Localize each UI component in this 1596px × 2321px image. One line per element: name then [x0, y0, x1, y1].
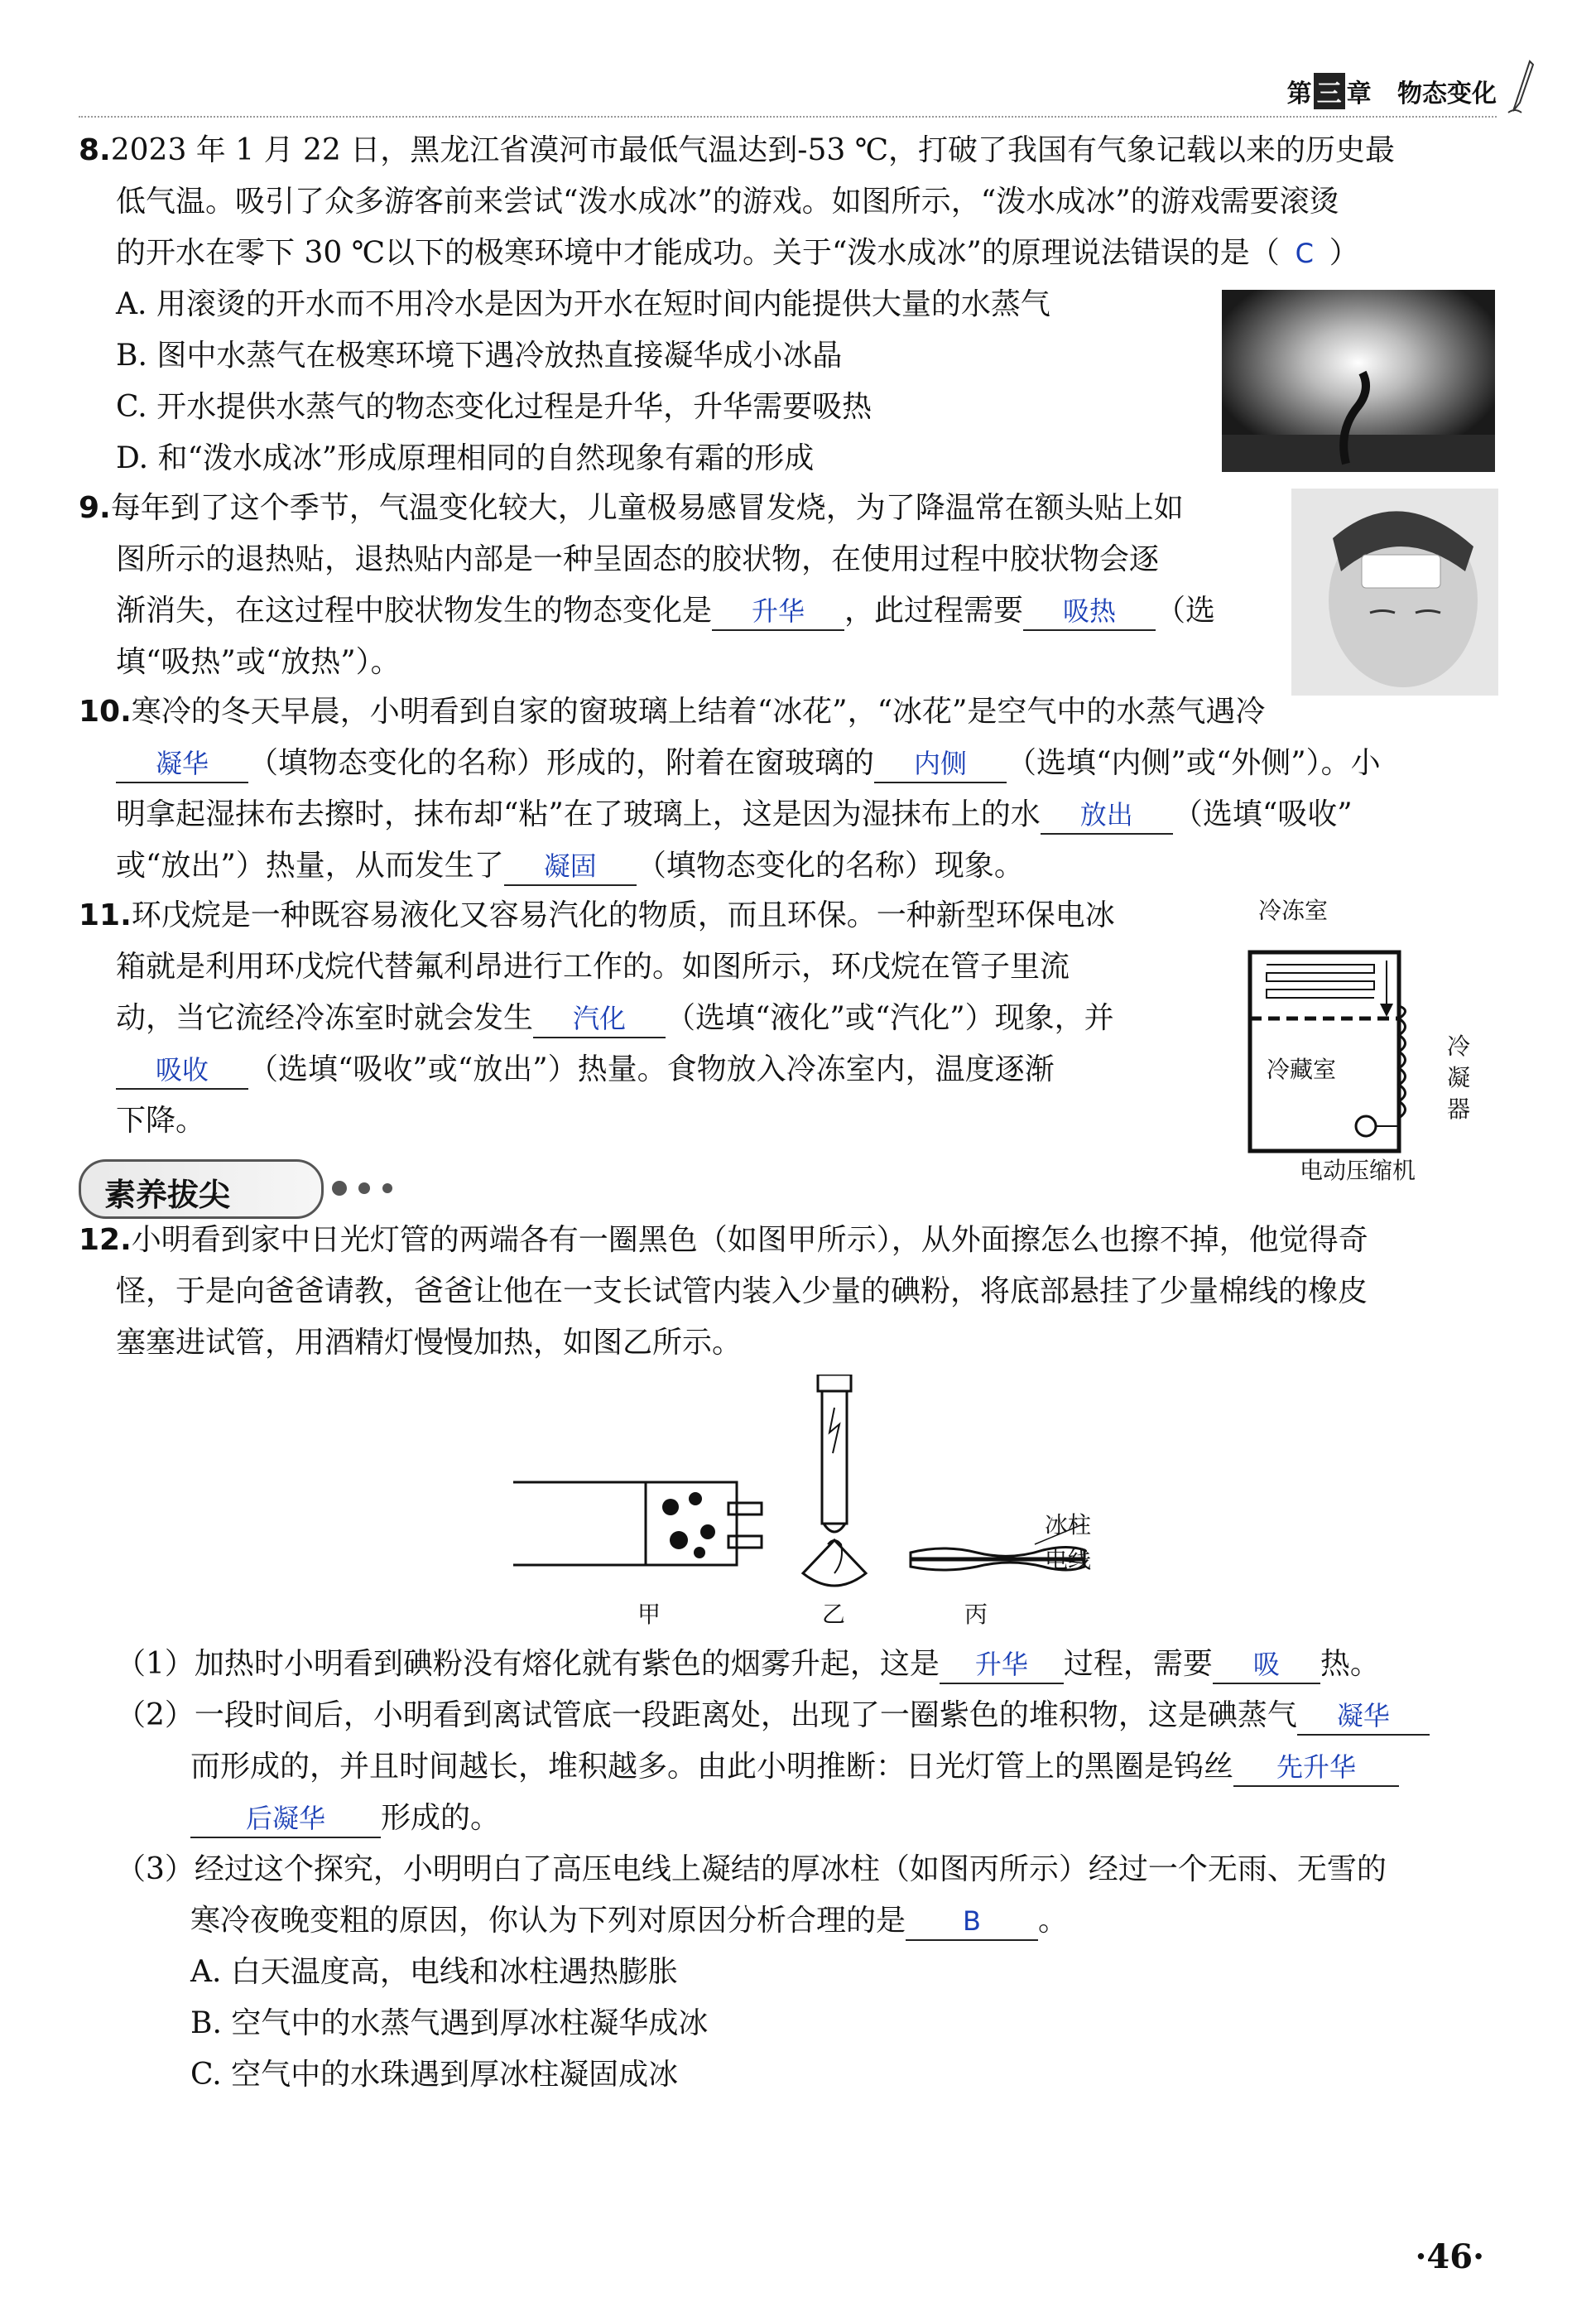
section-title: 素养拔尖 — [104, 1177, 231, 1213]
q12-p3-text-c: 。 — [1038, 1904, 1069, 1938]
q11-line2: 箱就是利用环戊烷代替氟利昂进行工作的。如图所示，环戊烷在管子里流 — [116, 950, 1070, 984]
q12-p2-text-b: 而形成的，并且时间越长，堆积越多。由此小明推断：日光灯管上的黑圈是钨丝 — [190, 1750, 1234, 1784]
splash-photo — [1222, 290, 1495, 472]
q12-option-b: B. 空气中的水蒸气遇到厚冰柱凝华成冰 — [190, 2006, 709, 2040]
q8-option-c: C. 开水提供水蒸气的物态变化过程是升华，升华需要吸热 — [116, 390, 873, 424]
q12-line1 — [79, 1222, 1368, 1259]
q12-part2-line3 — [190, 1800, 500, 1838]
q12-number: 12. — [79, 1223, 132, 1257]
fig-bing-label: 丙 — [964, 1601, 988, 1628]
q12-p3-text-b: 寒冷夜晚变粗的原因，你认为下列对原因分析合理的是 — [190, 1904, 906, 1938]
section-dots-icon — [331, 1176, 414, 1201]
q12-p2-answer-3: 后凝华 — [190, 1800, 381, 1838]
q8-line1 — [79, 132, 1395, 169]
q10-number: 10. — [79, 695, 132, 729]
q9-answer-1: 升华 — [712, 593, 844, 631]
q12-p2-answer-1: 凝华 — [1297, 1697, 1430, 1736]
chapter-header — [1287, 73, 1497, 109]
q11-line5: 下降。 — [116, 1104, 206, 1138]
fig-jia-label: 甲 — [637, 1601, 661, 1628]
page-number: ·46· — [1415, 2237, 1484, 2276]
q9-line4: 填“吸热”或“放热”）。 — [116, 645, 401, 679]
q8-text3: 的开水在零下 30 ℃以下的极寒环境中才能成功。关于“泼水成冰”的原理说法错误的是（ — [116, 236, 1280, 270]
q10-text4b: （填物态变化的名称）现象。 — [636, 849, 1024, 883]
fig-fridge-label: 冷藏室 — [1267, 1056, 1337, 1083]
q10-text4a: 或“放出”）热量，从而发生了 — [116, 849, 504, 883]
q8-option-d: D. 和“泼水成冰”形成原理相同的自然现象有霜的形成 — [116, 441, 815, 475]
q11-text4b: （选填“吸收”或“放出”）热量。食物放入冷冻室内，温度逐渐 — [248, 1052, 1055, 1086]
q10-text2b: （选填“内侧”或“外侧”）。小 — [1007, 746, 1381, 780]
section-tag — [79, 1159, 324, 1219]
child-photo — [1291, 489, 1498, 696]
fig-condenser-label: 冷凝器 — [1447, 1033, 1471, 1123]
q12-part1 — [116, 1646, 1380, 1684]
q11-text1: 环戊烷是一种既容易液化又容易汽化的物质，而且环保。一种新型环保电冰 — [131, 898, 1115, 932]
fig-yi-label: 乙 — [822, 1601, 846, 1628]
q12-line3: 塞塞进试管，用酒精灯慢慢加热，如图乙所示。 — [116, 1326, 743, 1360]
q12-p2-text-c: 形成的。 — [381, 1801, 501, 1835]
chapter-suffix: 章 — [1346, 79, 1372, 108]
q12-part3-line1: （3）经过这个探究，小明明白了高压电线上凝结的厚冰柱（如图丙所示）经过一个无雨、无雪的 — [116, 1852, 1387, 1886]
q10-line3 — [116, 797, 1353, 835]
q9-text3a: 渐消失，在这过程中胶状物发生的物态变化是 — [116, 594, 713, 628]
q9-number: 9. — [79, 491, 111, 525]
fridge-diagram — [1242, 927, 1449, 1159]
q9-answer-2: 吸热 — [1023, 593, 1156, 631]
q10-line1 — [79, 694, 1265, 730]
q11-line4 — [116, 1052, 1055, 1090]
q8-line2: 低气温。吸引了众多游客前来尝试“泼水成冰”的游戏。如图所示，“泼水成冰”的游戏需要滚烫 — [116, 185, 1339, 219]
q9-line1 — [79, 490, 1184, 527]
chapter-prefix: 第 — [1286, 79, 1312, 108]
fig-freezer-label: 冷冻室 — [1258, 897, 1329, 924]
chapter-number: 三 — [1314, 73, 1345, 109]
q10-line4 — [116, 848, 1024, 886]
q11-text3b: （选填“液化”或“汽化”）现象，并 — [666, 1001, 1114, 1035]
q12-figures — [505, 1375, 1109, 1590]
q10-line2 — [116, 745, 1381, 783]
q11-line1 — [79, 898, 1115, 934]
q8-answer: C — [1295, 238, 1314, 269]
q12-p1-text-c: 热。 — [1320, 1647, 1380, 1681]
q12-p1-text-a: （1）加热时小明看到碘粉没有熔化就有紫色的烟雾升起，这是 — [116, 1647, 940, 1681]
q12-line2: 怪，于是向爸爸请教，爸爸让他在一支长试管内装入少量的碘粉，将底部悬挂了少量棉线的橡皮 — [116, 1274, 1368, 1308]
pen-icon — [1505, 58, 1538, 116]
q8-line3 — [116, 235, 1359, 272]
fig-wire-label: 电线 — [1045, 1546, 1092, 1573]
q10-text3a: 明拿起湿抹布去擦时，抹布却“粘”在了玻璃上，这是因为湿抹布上的水 — [116, 797, 1041, 831]
q11-number: 11. — [79, 898, 132, 932]
q9-line2: 图所示的退热贴，退热贴内部是一种呈固态的胶状物，在使用过程中胶状物会逐 — [116, 542, 1160, 576]
q10-answer-4: 凝固 — [504, 848, 637, 886]
q10-text3b: （选填“吸收” — [1172, 797, 1353, 831]
q10-answer-1: 凝华 — [116, 745, 248, 783]
fig-compressor-label: 电动压缩机 — [1300, 1157, 1416, 1184]
q8-option-b: B. 图中水蒸气在极寒环境下遇冷放热直接凝华成小冰晶 — [116, 339, 843, 373]
q12-p2-text-a: （2）一段时间后，小明看到离试管底一段距离处，出现了一圈紫色的堆积物，这是碘蒸气 — [116, 1698, 1297, 1732]
q8-number: 8. — [79, 133, 111, 167]
q9-line3 — [116, 593, 1215, 631]
q12-option-a: A. 白天温度高，电线和冰柱遇热膨胀 — [190, 1955, 678, 1989]
q12-part2-line1 — [116, 1697, 1430, 1736]
fig-ice-label: 冰柱 — [1045, 1511, 1092, 1539]
q9-text3c: （选 — [1156, 594, 1216, 628]
q12-option-c: C. 空气中的水珠遇到厚冰柱凝固成冰 — [190, 2058, 679, 2092]
q8-paren: ） — [1329, 236, 1359, 270]
q12-p1-answer-1: 升华 — [940, 1646, 1064, 1684]
q10-text1: 寒冷的冬天早晨，小明看到自家的窗玻璃上结着“冰花”，“冰花”是空气中的水蒸气遇冷 — [131, 695, 1266, 729]
q9-text3b: ，此过程需要 — [844, 594, 1024, 628]
q9-text1: 每年到了这个季节，气温变化较大，儿童极易感冒发烧，为了降温常在额头贴上如 — [110, 491, 1184, 525]
q12-p1-answer-2: 吸 — [1213, 1646, 1320, 1684]
q12-part2-line2 — [190, 1749, 1399, 1787]
q11-answer-1: 汽化 — [533, 1000, 666, 1038]
q8-option-a: A. 用滚烫的开水而不用冷水是因为开水在短时间内能提供大量的水蒸气 — [116, 287, 1050, 321]
q11-text3a: 动，当它流经冷冻室时就会发生 — [116, 1001, 534, 1035]
q10-text2a: （填物态变化的名称）形成的，附着在窗玻璃的 — [248, 746, 875, 780]
chapter-title: 物态变化 — [1397, 79, 1497, 108]
header-rule — [79, 98, 1497, 118]
q11-line3 — [116, 1000, 1114, 1038]
q12-p3-answer: B — [906, 1903, 1038, 1941]
q11-answer-2: 吸收 — [116, 1052, 248, 1090]
q12-part3-line2 — [190, 1903, 1068, 1941]
q10-answer-2: 内侧 — [874, 745, 1007, 783]
q12-p2-answer-2: 先升华 — [1233, 1749, 1399, 1787]
q12-p1-text-b: 过程，需要 — [1063, 1647, 1213, 1681]
q8-text1: 2023 年 1 月 22 日，黑龙江省漠河市最低气温达到-53 ℃，打破了我国有气象记载以来的历史最 — [110, 133, 1395, 167]
q10-answer-3: 放出 — [1041, 797, 1173, 835]
q12-text1: 小明看到家中日光灯管的两端各有一圈黑色（如图甲所示），从外面擦怎么也擦不掉，他觉得奇 — [131, 1223, 1368, 1257]
